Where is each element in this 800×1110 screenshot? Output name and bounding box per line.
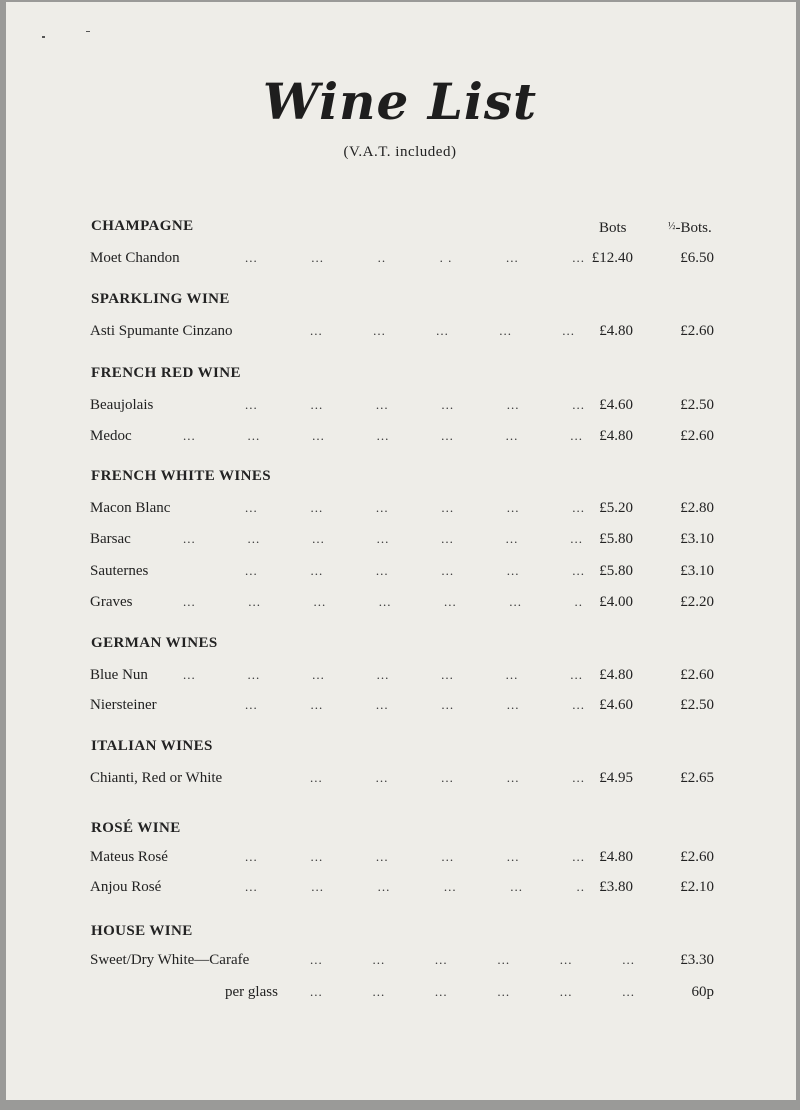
half-bottle-price: £2.50: [680, 697, 714, 713]
wine-row: [0, 697, 800, 717]
wine-row: [0, 770, 800, 790]
section-heading-rose-wine: ROSÉ WINE: [91, 820, 181, 836]
leader-dots: ... ... ... ... ... ...: [310, 984, 635, 999]
wine-name: Anjou Rosé: [90, 879, 162, 895]
wine-row: [0, 849, 800, 869]
bottle-price: £4.60: [599, 397, 633, 413]
leader-dots: ... ... ... ... ... ...: [245, 849, 585, 864]
bottle-price: £4.80: [599, 667, 633, 683]
leader-dots: ... ... ... ... ... ...: [245, 500, 585, 515]
wine-row: [0, 952, 800, 972]
half-bottle-price: £2.60: [680, 849, 714, 865]
half-bottle-price: £2.60: [680, 323, 714, 339]
wine-name: Graves: [90, 594, 133, 610]
wine-name: per glass: [225, 984, 278, 1000]
bottle-price: £4.00: [599, 594, 633, 610]
section-heading-champagne: CHAMPAGNE: [91, 218, 194, 234]
bottle-price: £5.20: [599, 500, 633, 516]
half-bottle-price: £2.60: [680, 428, 714, 444]
bottle-price: £4.60: [599, 697, 633, 713]
leader-dots: ... ... ... ... ... ... ...: [183, 667, 583, 682]
wine-name: Mateus Rosé: [90, 849, 168, 865]
leader-dots: ... ... ... ... ... ..: [245, 879, 585, 894]
section-heading-french-red-wine: FRENCH RED WINE: [91, 365, 241, 381]
paper-speck: [42, 36, 45, 38]
half-bottle-price: £6.50: [680, 250, 714, 266]
leader-dots: ... ... ... ... ... ...: [245, 697, 585, 712]
wine-row: [0, 397, 800, 417]
bottle-price: £4.80: [599, 323, 633, 339]
leader-dots: ... ... .. . . ... ...: [245, 250, 585, 265]
half-bottle-price: £3.10: [680, 563, 714, 579]
wine-row: [0, 594, 800, 614]
leader-dots: ... ... ... ... ... ... ...: [183, 531, 583, 546]
half-bottle-price: £3.30: [680, 952, 714, 968]
half-bottle-price: £2.60: [680, 667, 714, 683]
page-title: Wine List: [262, 72, 538, 131]
leader-dots: ... ... ... ... ...: [310, 323, 575, 338]
leader-dots: ... ... ... ... ... ...: [245, 563, 585, 578]
bottle-price: £5.80: [599, 563, 633, 579]
paper-speck: [86, 31, 90, 32]
column-header-bottles: Bots: [599, 220, 627, 236]
wine-name: Macon Blanc: [90, 500, 171, 516]
half-bottle-price: £2.20: [680, 594, 714, 610]
bottle-price: £5.80: [599, 531, 633, 547]
half-bottle-price: £3.10: [680, 531, 714, 547]
half-bottle-price: £2.65: [680, 770, 714, 786]
leader-dots: ... ... ... ... ... ...: [310, 952, 635, 967]
half-bottle-price: £2.50: [680, 397, 714, 413]
wine-name: Sauternes: [90, 563, 149, 579]
bottle-price: £4.95: [599, 770, 633, 786]
section-heading-french-white-wines: FRENCH WHITE WINES: [91, 468, 272, 484]
section-heading-german-wines: GERMAN WINES: [91, 635, 218, 651]
wine-name: Chianti, Red or White: [90, 770, 223, 786]
wine-name: Blue Nun: [90, 667, 148, 683]
bottle-price: £3.80: [599, 879, 633, 895]
wine-row: [0, 984, 800, 1004]
section-heading-house-wine: HOUSE WINE: [91, 923, 193, 939]
wine-name: Medoc: [90, 428, 132, 444]
wine-row: [0, 428, 800, 448]
wine-name: Niersteiner: [90, 697, 157, 713]
leader-dots: ... ... ... ... ... ... ...: [183, 428, 583, 443]
column-header-half-bottles: [668, 220, 712, 237]
half-bottles-label: -Bots.: [675, 220, 712, 236]
half-bottle-price: £2.10: [680, 879, 714, 895]
wine-row: [0, 563, 800, 583]
page-subtitle: (V.A.T. included): [343, 144, 457, 160]
half-bottle-price: 60p: [691, 984, 714, 1000]
wine-row: [0, 500, 800, 520]
bottle-price: £12.40: [591, 250, 633, 266]
wine-name: Moet Chandon: [90, 250, 180, 266]
wine-name: Barsac: [90, 531, 131, 547]
wine-name: Beaujolais: [90, 397, 154, 413]
section-heading-italian-wines: ITALIAN WINES: [91, 738, 213, 754]
wine-row: [0, 250, 800, 270]
wine-row: [0, 323, 800, 343]
wine-name: Asti Spumante Cinzano: [90, 323, 233, 339]
wine-name: Sweet/Dry White—Carafe: [90, 952, 250, 968]
section-heading-sparkling-wine: SPARKLING WINE: [91, 291, 230, 307]
bottle-price: £4.80: [599, 849, 633, 865]
bottle-price: £4.80: [599, 428, 633, 444]
half-bottle-price: £2.80: [680, 500, 714, 516]
leader-dots: ... ... ... ... ... ... ..: [183, 594, 583, 609]
wine-row: [0, 531, 800, 551]
leader-dots: ... ... ... ... ...: [310, 770, 585, 785]
wine-row: [0, 879, 800, 899]
wine-row: [0, 667, 800, 687]
leader-dots: ... ... ... ... ... ...: [245, 397, 585, 412]
half-fraction: ½: [668, 221, 676, 232]
